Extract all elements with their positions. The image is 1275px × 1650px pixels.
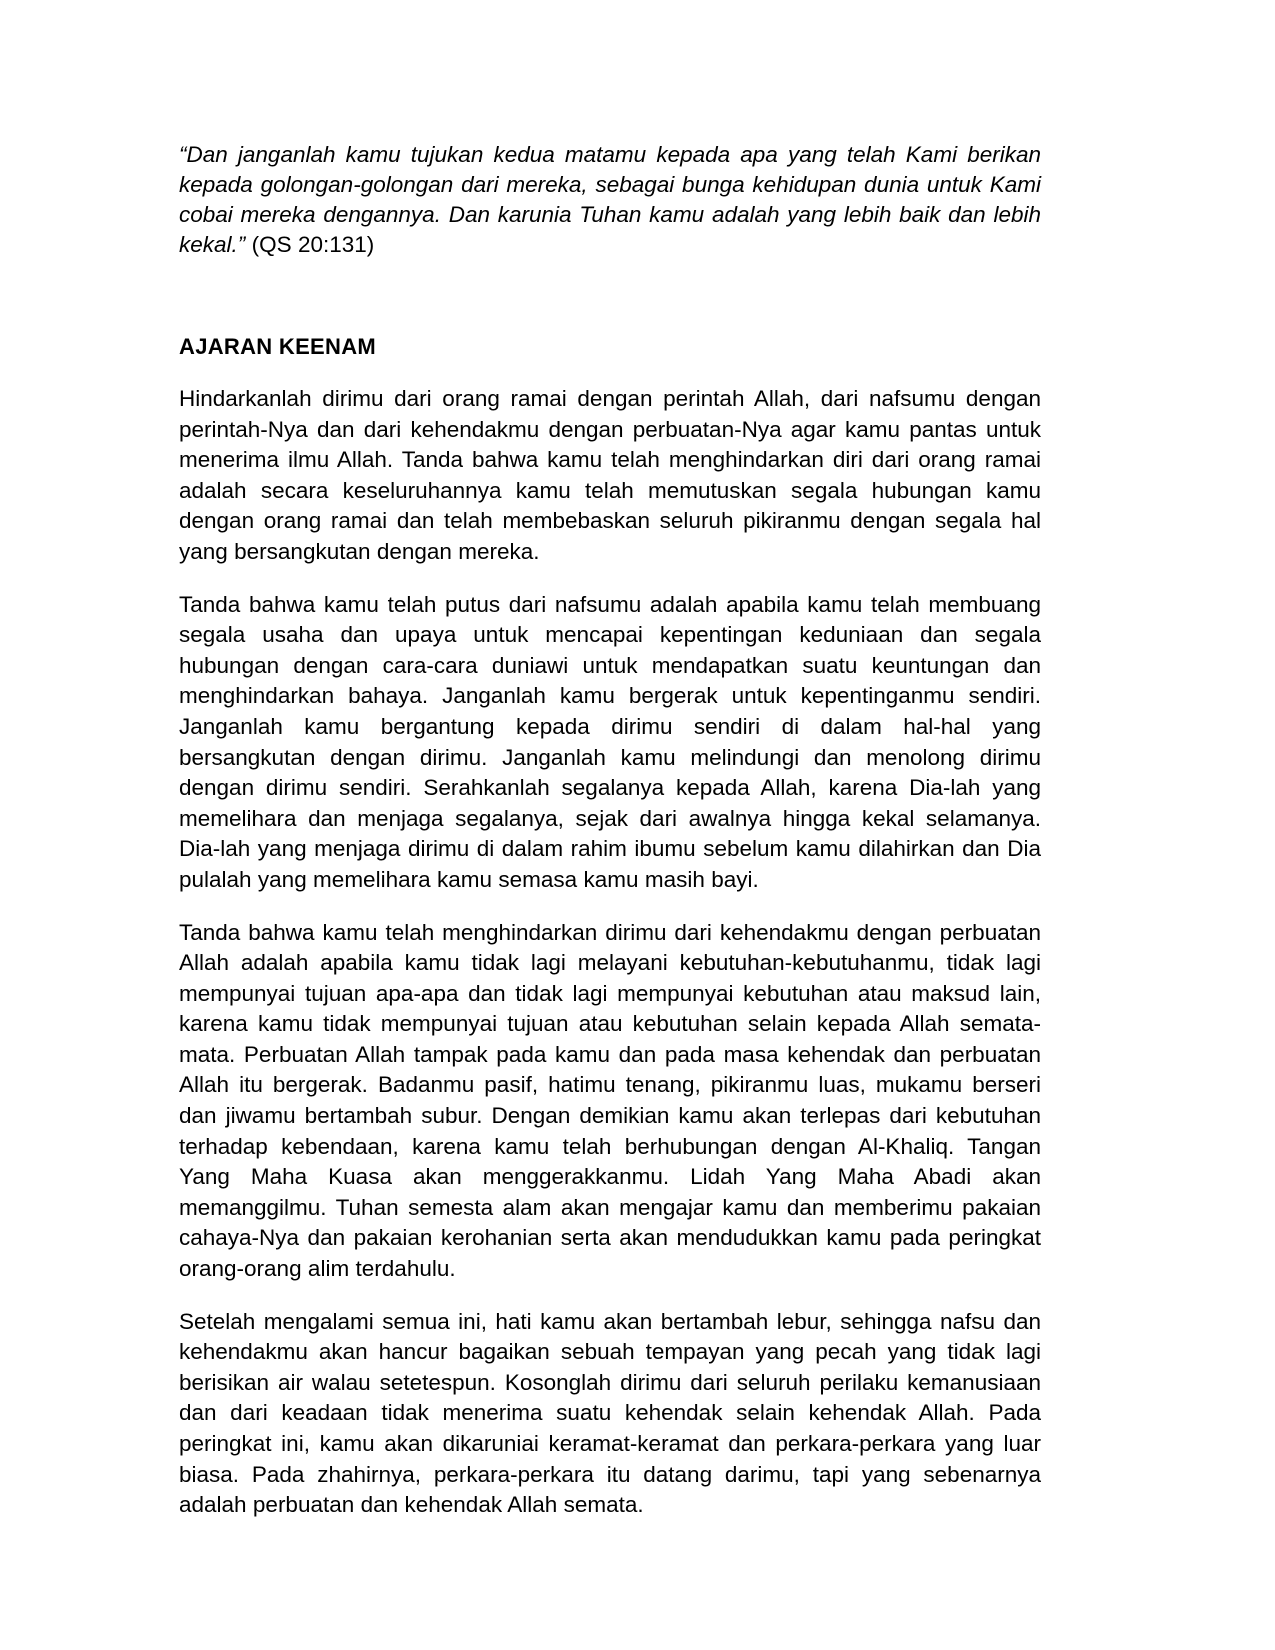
page-content — [179, 140, 1041, 1521]
scripture-quote — [179, 140, 1041, 260]
body-paragraph-3: Tanda bahwa kamu telah menghindarkan dirimu dari kehendakmu dengan perbuatan Allah adalah apabila kamu tidak lagi melayani kebutuhan-kebutuhanmu, tidak lagi mempunyai tujuan apa-apa dan tidak lagi mempunyai kebutuhan atau maksud lain, karena kamu tidak mempunyai tujuan atau kebutuhan selain kepada Allah semata-mata. Perbuatan Allah tampak pada kamu dan pada masa kehendak dan perbuatan Allah itu bergerak. Badanmu pasif, hatimu tenang, pikiranmu luas, mukamu berseri dan jiwamu bertambah subur. Dengan demikian kamu akan terlepas dari kebutuhan terhadap kebendaan, karena kamu telah berhubungan dengan Al-Khaliq. Tangan Yang Maha Kuasa akan menggerakkanmu. Lidah Yang Maha Abadi akan memanggilmu. Tuhan semesta alam akan mengajar kamu dan memberimu pakaian cahaya-Nya dan pakaian kerohanian serta akan mendudukkan kamu pada peringkat orang-orang alim terdahulu. — [179, 919, 1041, 1282]
quote-reference: (QS 20:131) — [245, 232, 375, 257]
quote-text: “Dan janganlah kamu tujukan kedua matamu kepada apa yang telah Kami berikan kepada golongan-golongan dari mereka, sebagai bunga kehidupan dunia untuk Kami cobai mereka dengannya. Dan karunia Tuhan kamu adalah yang lebih baik dan lebih kekal.” — [179, 142, 1041, 257]
body-paragraph-1: Hindarkanlah dirimu dari orang ramai dengan perintah Allah, dari nafsumu dengan perintah-Nya dan dari kehendakmu dengan perbuatan-Nya agar kamu pantas untuk menerima ilmu Allah. Tanda bahwa kamu telah menghindarkan diri dari orang ramai adalah secara keseluruhannya kamu telah memutuskan segala hubungan kamu dengan orang ramai dan telah membebaskan seluruh pikiranmu dengan segala hal yang bersangkutan dengan mereka. — [179, 386, 1041, 564]
section-heading: AJARAN KEENAM — [179, 334, 377, 359]
body-paragraph-4: Setelah mengalami semua ini, hati kamu akan bertambah lebur, sehingga nafsu dan kehendakmu akan hancur bagaikan sebuah tempayan yang pecah yang tidak lagi berisikan air walau setetespun. Kosonglah dirimu dari seluruh perilaku kemanusiaan dan dari keadaan tidak menerima suatu kehendak selain kehendak Allah. Pada peringkat ini, kamu akan dikaruniai keramat-keramat dan perkara-perkara yang luar biasa. Pada zhahirnya, perkara-perkara itu datang darimu, tapi yang sebenarnya adalah perbuatan dan kehendak Allah semata. — [179, 1308, 1041, 1518]
body-paragraph-2: Tanda bahwa kamu telah putus dari nafsumu adalah apabila kamu telah membuang segala usaha dan upaya untuk mencapai kepentingan keduniaan dan segala hubungan dengan cara-cara duniawi untuk mendapatkan suatu keuntungan dan menghindarkan bahaya. Janganlah kamu bergerak untuk kepentinganmu sendiri. Janganlah kamu bergantung kepada dirimu sendiri di dalam hal-hal yang bersangkutan dengan dirimu. Janganlah kamu melindungi dan menolong dirimu dengan dirimu sendiri. Serahkanlah segalanya kepada Allah, karena Dia-lah yang memelihara dan menjaga segalanya, sejak dari awalnya hingga kekal selamanya. Dia-lah yang menjaga dirimu di dalam rahim ibumu sebelum kamu dilahirkan dan Dia pulalah yang memelihara kamu semasa kamu masih bayi. — [179, 591, 1041, 892]
